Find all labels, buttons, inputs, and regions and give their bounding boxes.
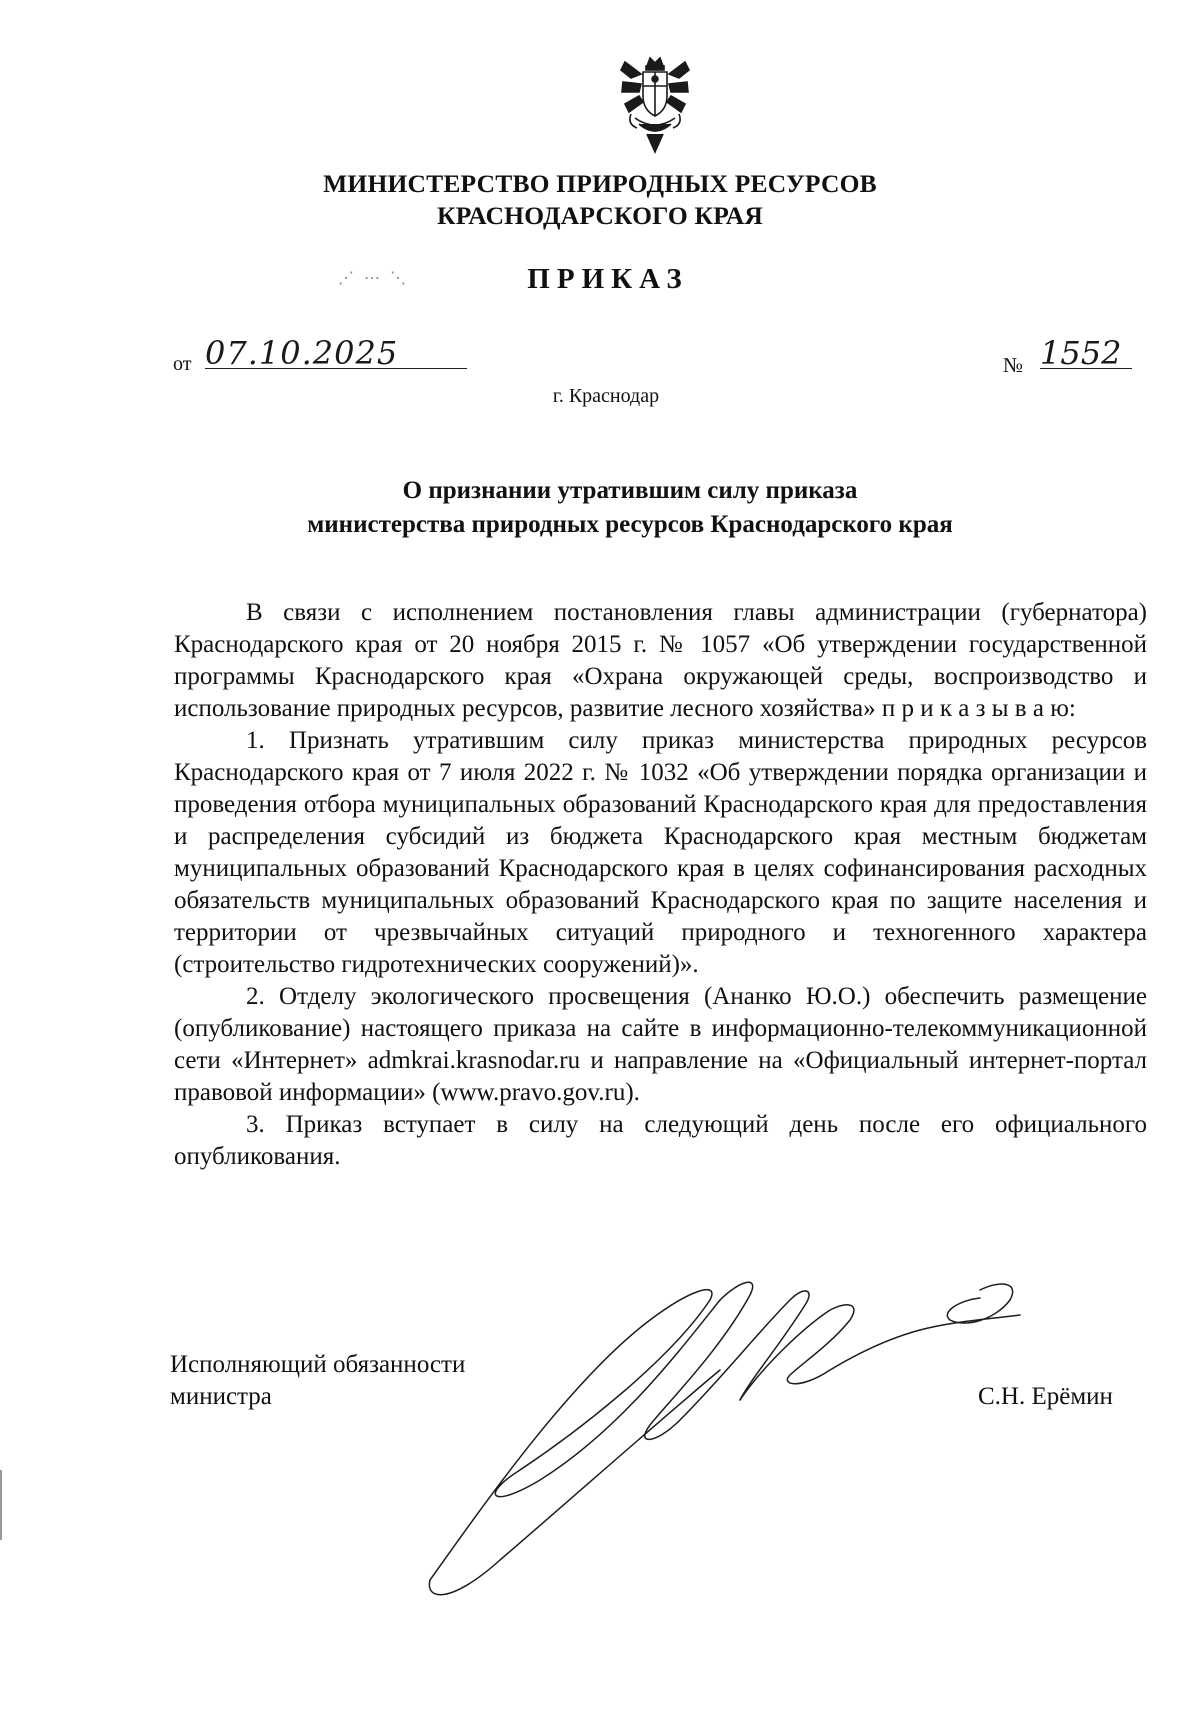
ministry-name-line1: МИНИСТЕРСТВО ПРИРОДНЫХ РЕСУРСОВ xyxy=(323,169,877,198)
signatory-title-line1: Исполняющий обязанности xyxy=(170,1351,466,1378)
subject-line1: О признании утратившим силу приказа xyxy=(402,477,858,504)
date-label: от xyxy=(173,353,192,375)
scan-edge-mark xyxy=(0,1470,2,1540)
date-value: 07.10.2025 xyxy=(205,338,467,369)
city: г. Краснодар xyxy=(552,385,660,407)
document-type-title: ПРИКАЗ xyxy=(527,263,689,295)
document-body xyxy=(174,597,1147,1173)
handwritten-signature xyxy=(420,1260,1060,1610)
signatory-title-line2: министра xyxy=(170,1383,272,1410)
item-3-paragraph: 3. Приказ вступает в силу на следующий день после его официального опубликования. xyxy=(174,1111,1147,1170)
ministry-name-line2: КРАСНОДАРСКОГО КРАЯ xyxy=(437,201,763,230)
number-value: 1552 xyxy=(1040,338,1132,369)
coat-of-arms-icon xyxy=(617,52,693,156)
subject-line2: министерства природных ресурсов Краснодарского края xyxy=(307,511,953,538)
number-label: № xyxy=(1003,353,1024,377)
item-2-paragraph: 2. Отделу экологического просвещения (Ананко Ю.О.) обеспечить размещение (опубликование) настоящего приказа на сайте в информационно-телекоммуникационной сети «Интернет» admkrai.krasnodar.ru и направление на «Официальный интернет-портал правовой информации» (www.pravo.gov.ru). xyxy=(174,983,1147,1106)
item-1-paragraph: 1. Признать утратившим силу приказ министерства природных ресурсов Краснодарского края от 7 июля 2022 г. № 1032 «Об утверждении порядка организации и проведения отбора муниципальных образований Краснодарского края для предоставления и распределения субсидий из бюджета Краснодарского края местным бюджетам муниципальных образований Краснодарского края в целях софинансирования расходных обязательств муниципальных образований Краснодарского края по защите населения и территории от чрезвычайных ситуаций природного и техногенного характера (строительство гидротехнических сооружений)». xyxy=(174,727,1147,978)
scan-artifact: ⋰ ⋯ ⋱ xyxy=(338,270,409,287)
preamble-paragraph: В связи с исполнением постановления главы администрации (губернатора) Краснодарского края от 20 ноября 2015 г. № 1057 «Об утверждении государственной программы Краснодарского края «Охрана окружающей среды, воспроизводство и использование природных ресурсов, развитие лесного хозяйства» п р и к а з ы в а ю: xyxy=(174,599,1147,722)
signatory-name: С.Н. Ерёмин xyxy=(978,1383,1113,1410)
document-subject xyxy=(200,474,1060,542)
